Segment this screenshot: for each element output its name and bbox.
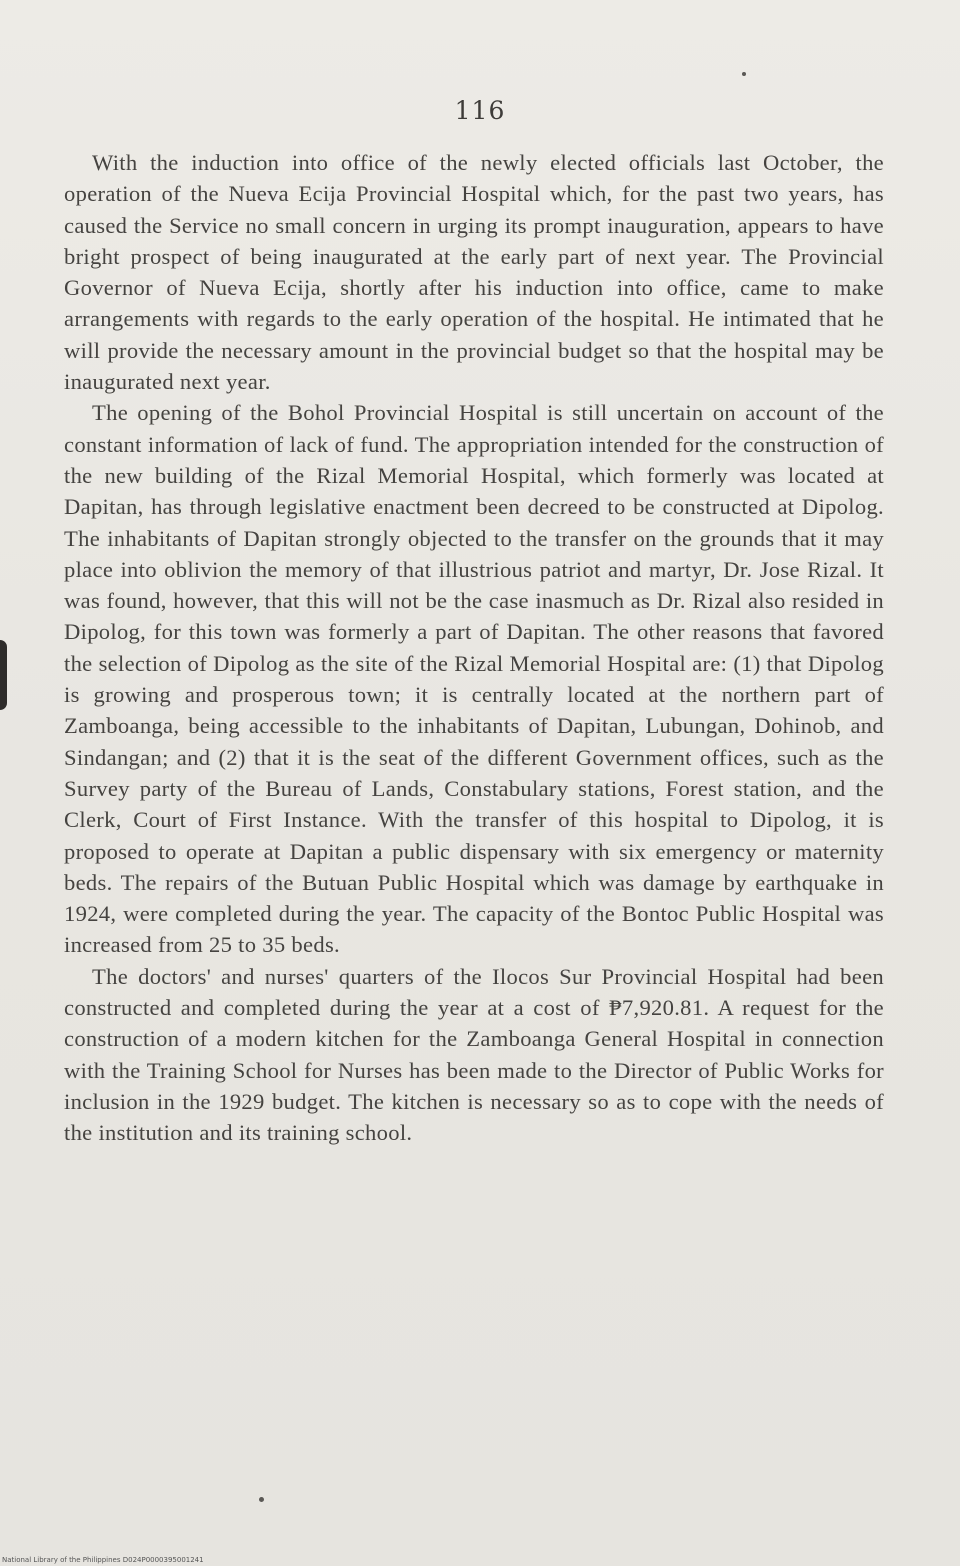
paragraph-1: With the induction into office of the newly elected officials last October, the operation of the Nueva Ecija Provincial Hospital which, for the past two years, has caused the Service no small concern in urging its prompt inauguration, appears to have bright prospect of being inaugurated at the early part of next year. The Provincial Governor of Nueva Ecija, shortly after his induction into office, came to make arrangements with regards to the early operation of the hospital. He intimated that he will provide the necessary amount in the provincial budget so that the hospital may be inaugurated next year. (64, 150, 884, 395)
paragraph-3: The doctors' and nurses' quarters of the Ilocos Sur Provincial Hospital had been constructed and completed during the year at a cost of ₱7,920.81. A request for the construction of a modern kitchen for the Zamboanga General Hospital in connection with the Training School for Nurses has been made to the Director of Public Works for inclusion in the 1929 budget. The kitchen is necessary so as to cope with the needs of the institution and its training school. (64, 963, 884, 1146)
page-number: 116 (454, 96, 506, 125)
ink-speck-bottom (259, 1497, 264, 1502)
footer-attribution: National Library of the Philippines D024P0000395001241 (2, 1556, 204, 1564)
ink-speck-top (742, 72, 746, 76)
body-text (64, 147, 884, 1149)
binding-shadow (0, 640, 7, 710)
paragraph-2: The opening of the Bohol Provincial Hospital is still uncertain on account of the constant information of lack of fund. The appropriation intended for the construction of the new building of the Rizal Memorial Hospital, which formerly was located at Dapitan, has through legislative enactment been decreed to be constructed at Dipolog. The inhabitants of Dapitan strongly objected to the transfer on the grounds that it may place into oblivion the memory of that illustrious patriot and martyr, Dr. Jose Rizal. It was found, however, that this will not be the case inasmuch as Dr. Rizal also resided in Dipolog, for this town was formerly a part of Dapitan. The other reasons that favored the selection of Dipolog as the site of the Rizal Memorial Hospital are: (1) that Dipolog is growing and prosperous town; it is centrally located at the northern part of Zamboanga, being accessible to the inhabitants of Dapitan, Lubungan, Dohinob, and Sindangan; and (2) that it is the seat of the different Government offices, such as the Survey party of the Bureau of Lands, Constabulary stations, Forest station, and the Clerk, Court of First Instance. With the transfer of this hospital to Dipolog, it is proposed to operate at Dapitan a public dispensary with six emergency or maternity beds. The repairs of the Butuan Public Hospital which was damage by earthquake in 1924, were completed during the year. The capacity of the Bontoc Public Hospital was increased from 25 to 35 beds. (64, 400, 884, 958)
